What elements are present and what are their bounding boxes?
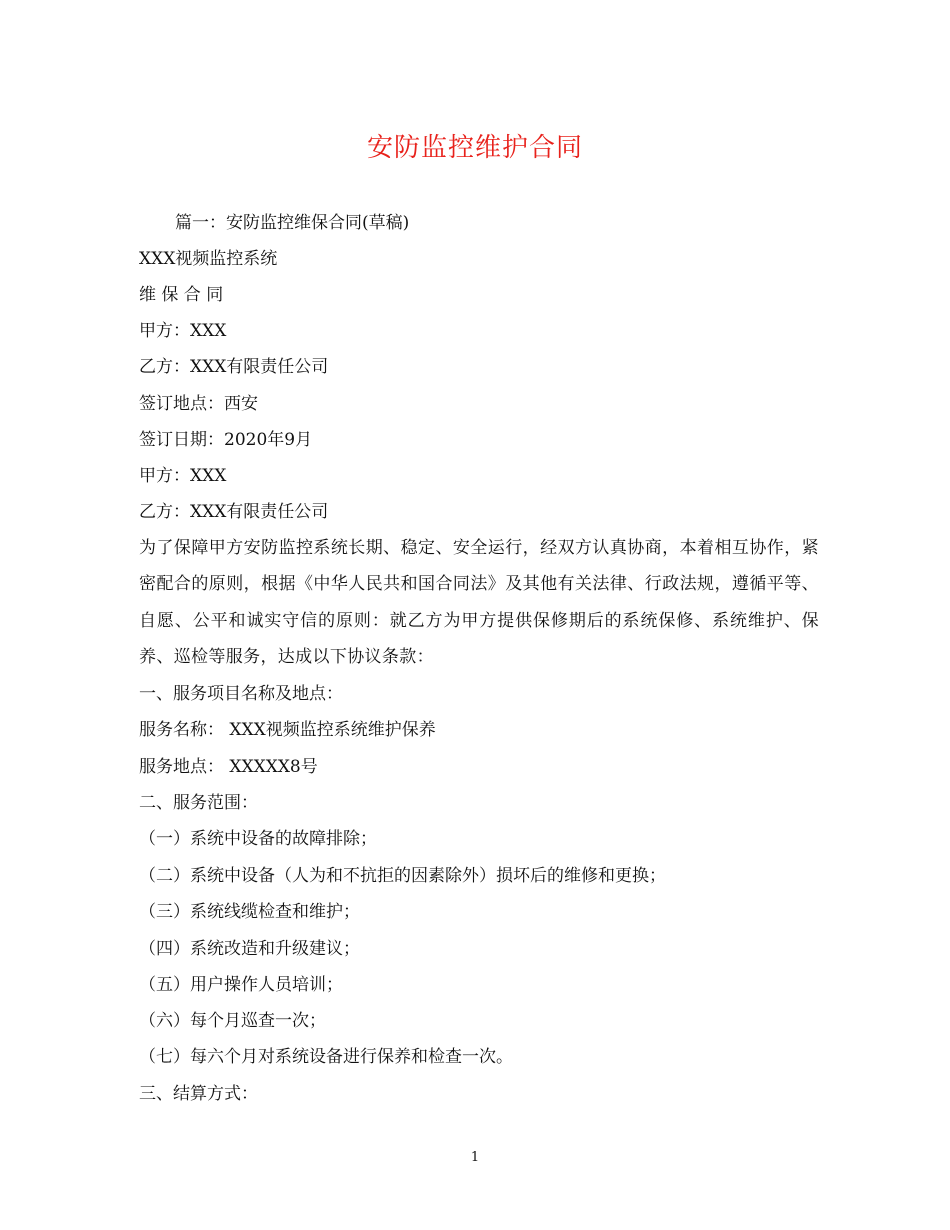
service-name-line: 服务名称： XXX视频监控系统维护保养 — [139, 720, 436, 740]
contract-name: 维 保 合 同 — [139, 285, 224, 305]
party-a-line-2: 甲方：XXX — [139, 466, 227, 486]
document-title: 安防监控维护合同 — [366, 133, 583, 163]
preamble-paragraph: 为了保障甲方安防监控系统长期、稳定、安全运行，经双方认真协商，本着相互协作，紧密配合的原则，根据《中华人民共和国合同法》及其他有关法律、行政法规，遵循平等、自愿、公平和诚实守信的原则：就乙方为甲方提供保修期后的系统保修、系统维护、保养、巡检等服务，达成以下协议条款： — [139, 538, 819, 667]
service-place-line: 服务地点： XXXXX8号 — [139, 757, 318, 777]
scope-item: （三）系统线缆检查和维护； — [139, 902, 360, 922]
scope-item: （一）系统中设备的故障排除； — [139, 829, 377, 849]
party-a-line: 甲方：XXX — [139, 321, 227, 341]
sign-date-line: 签订日期：2020年9月 — [139, 430, 313, 450]
party-b-line-2: 乙方：XXX有限责任公司 — [139, 502, 329, 522]
scope-item: （五）用户操作人员培训； — [139, 975, 343, 995]
article-heading: 篇一：安防监控维保合同(草稿) — [175, 213, 410, 233]
party-b-line: 乙方：XXX有限责任公司 — [139, 357, 329, 377]
section-heading-3: 三、结算方式： — [139, 1084, 258, 1104]
scope-item: （四）系统改造和升级建议； — [139, 939, 360, 959]
sign-place-line: 签订地点：西安 — [139, 394, 258, 414]
scope-item: （二）系统中设备（人为和不抗拒的因素除外）损坏后的维修和更换； — [139, 866, 666, 886]
section-heading-2: 二、服务范围： — [139, 793, 258, 813]
section-heading-1: 一、服务项目名称及地点： — [139, 684, 343, 704]
scope-item: （七）每六个月对系统设备进行保养和检查一次。 — [139, 1047, 513, 1067]
system-name: XXX视频监控系统 — [139, 249, 278, 269]
page-number: 1 — [470, 1150, 480, 1165]
scope-item: （六）每个月巡查一次； — [139, 1011, 326, 1031]
